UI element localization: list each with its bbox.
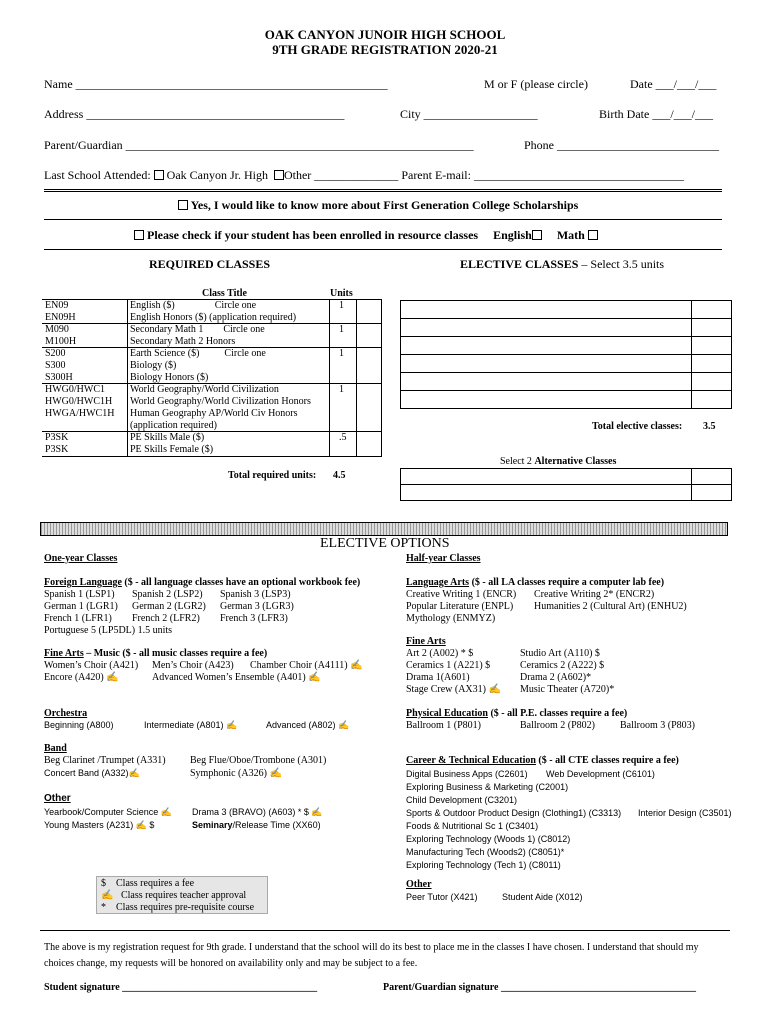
list-item: Spanish 1 (LSP1) bbox=[44, 589, 115, 600]
divider bbox=[44, 219, 722, 220]
list-item: Women’s Choir (A421) bbox=[44, 660, 139, 671]
class-title: Biology ($) bbox=[130, 360, 177, 371]
date-field[interactable]: Date ___/___/___ bbox=[630, 77, 717, 91]
music-list bbox=[44, 660, 363, 684]
pe-heading: Physical Education ($ - all P.E. classes require a fee) bbox=[406, 708, 628, 719]
list-item: Spanish 3 (LSP3) bbox=[220, 589, 291, 600]
list-item: Advanced (A802) ✍ bbox=[266, 720, 350, 730]
class-code: EN09H bbox=[45, 312, 76, 323]
foreign-language-list bbox=[44, 589, 294, 637]
legend-fee: $ Class requires a fee bbox=[101, 878, 195, 889]
list-item: Child Development (C3201) bbox=[406, 795, 518, 805]
list-item: French 2 (LFR2) bbox=[132, 613, 200, 624]
one-year-heading: One-year Classes bbox=[44, 553, 118, 564]
list-item: Stage Crew (AX31) ✍ bbox=[406, 684, 501, 695]
list-item: Foods & Nutritional Sc 1 (C3401) bbox=[406, 821, 539, 831]
orchestra-list bbox=[44, 720, 349, 731]
list-item: German 3 (LGR3) bbox=[220, 601, 294, 612]
list-item: Peer Tutor (X421) bbox=[406, 892, 478, 902]
class-code: P3SK bbox=[45, 432, 69, 443]
list-item: Exploring Technology (Woods 1) (C8012) bbox=[406, 834, 571, 844]
other-half-year-list bbox=[406, 892, 583, 902]
math-checkbox[interactable] bbox=[588, 230, 598, 240]
elective-slot[interactable] bbox=[401, 301, 692, 319]
list-item: Mythology (ENMYZ) bbox=[406, 613, 496, 624]
other-half-year-heading: Other bbox=[406, 879, 432, 890]
list-item: Humanities 2 (Cultural Art) (ENHU2) bbox=[534, 601, 687, 612]
address-field[interactable]: Address ___________________________________________ bbox=[44, 107, 345, 121]
cte-heading: Career & Technical Education ($ - all CTE classes require a fee) bbox=[406, 755, 679, 766]
first-gen-row bbox=[178, 198, 578, 213]
divider bbox=[44, 249, 722, 250]
divider bbox=[44, 189, 722, 190]
other-school-option[interactable]: Other ______________ bbox=[283, 168, 399, 182]
class-units: 1 bbox=[339, 300, 344, 311]
half-year-heading: Half-year Classes bbox=[406, 553, 481, 564]
class-title: PE Skills Female ($) bbox=[130, 444, 214, 455]
form-title: 9TH GRADE REGISTRATION 2020-21 bbox=[272, 42, 498, 57]
list-item: French 1 (LFR1) bbox=[44, 613, 112, 624]
class-code: HWG0/HWC1H bbox=[45, 396, 113, 407]
school-name: OAK CANYON JUNOIR HIGH SCHOOL bbox=[264, 27, 506, 42]
other-school-checkbox[interactable] bbox=[274, 170, 284, 180]
elective-units-slot[interactable] bbox=[692, 337, 732, 355]
list-item: Studio Art (A110) $ bbox=[520, 648, 600, 659]
class-title: (application required) bbox=[130, 420, 217, 431]
elective-slot[interactable] bbox=[401, 337, 692, 355]
section-divider-band bbox=[40, 522, 728, 536]
fine-arts-heading: Fine Arts bbox=[406, 636, 446, 647]
elective-slot[interactable] bbox=[401, 355, 692, 373]
music-heading: Fine Arts – Music ($ - all music classes require a fee) bbox=[44, 648, 268, 659]
elective-slot[interactable] bbox=[401, 373, 692, 391]
list-item: Popular Literature (ENPL) bbox=[406, 601, 514, 612]
legend-teacher-approval: ✍ Class requires teacher approval bbox=[101, 890, 247, 901]
pe-list bbox=[406, 720, 695, 731]
list-item: Creative Writing 1 (ENCR) bbox=[406, 589, 517, 600]
list-item: Interior Design (C3501) bbox=[638, 808, 732, 818]
birth-date-field[interactable]: Birth Date ___/___/___ bbox=[599, 107, 713, 121]
class-title: Secondary Math 2 Honors bbox=[130, 336, 236, 347]
total-elective-label: Total elective classes: bbox=[592, 421, 683, 432]
other-list: Yearbook/Computer Science ✍ Drama 3 (BRAVO) (A603) * $ ✍ Young Masters (A231) ✍ $ Seminary/Release Time (XX60) bbox=[44, 807, 323, 830]
list-item: Ballroom 3 (P803) bbox=[620, 720, 695, 731]
list-item: Ceramics 2 (A222) $ bbox=[520, 660, 605, 671]
band-list bbox=[44, 755, 326, 780]
legend-box bbox=[96, 876, 268, 914]
math-option: Math bbox=[556, 228, 585, 242]
resource-label: Please check if your student has been enrolled in resource classes bbox=[147, 228, 479, 242]
required-heading: REQUIRED CLASSES bbox=[149, 257, 271, 271]
divider bbox=[44, 191, 722, 192]
oak-canyon-option: Oak Canyon Jr. High bbox=[166, 168, 268, 182]
list-item: Web Development (C6101) bbox=[546, 769, 655, 779]
class-code: EN09 bbox=[45, 300, 69, 311]
name-field[interactable]: Name ____________________________________________________ bbox=[44, 77, 388, 91]
list-item: Ceramics 1 (A221) $ bbox=[406, 660, 491, 671]
class-code: P3SK bbox=[45, 444, 69, 455]
list-item: Drama 1(A601) bbox=[406, 672, 470, 683]
list-item: Intermediate (A801) ✍ bbox=[144, 720, 238, 730]
list-item: Symphonic (A326) ✍ bbox=[190, 768, 282, 779]
parent-signature-field[interactable]: Parent/Guardian signature _______________________________________ bbox=[383, 982, 696, 993]
student-signature-field[interactable]: Student signature _______________________________________ bbox=[44, 982, 318, 993]
total-required-label: Total required units: bbox=[228, 470, 317, 481]
cte-list bbox=[406, 768, 732, 872]
city-field[interactable]: City ___________________ bbox=[400, 107, 538, 121]
class-title-header: Class Title bbox=[202, 288, 247, 299]
list-item: French 3 (LFR3) bbox=[220, 613, 288, 624]
list-item: Sports & Outdoor Product Design (Clothing1) (C3313) bbox=[406, 808, 622, 818]
total-elective-value: 3.5 bbox=[703, 421, 716, 432]
class-code: HWG0/HWC1 bbox=[45, 384, 105, 395]
list-item: Music Theater (A720)* bbox=[520, 684, 615, 695]
required-table bbox=[42, 299, 382, 457]
list-item: Encore (A420) ✍ bbox=[44, 672, 119, 683]
list-item: Men’s Choir (A423) bbox=[152, 660, 234, 671]
elective-heading: ELECTIVE CLASSES – Select 3.5 units bbox=[460, 257, 665, 271]
list-item: Manufacturing Tech (Woods2) (C8051)* bbox=[406, 847, 565, 857]
elective-options-heading: ELECTIVE OPTIONS bbox=[320, 536, 450, 551]
sex-field[interactable]: M or F (please circle) bbox=[484, 77, 588, 91]
list-item: Spanish 2 (LSP2) bbox=[132, 589, 203, 600]
class-code: M100H bbox=[45, 336, 77, 347]
parent-email-field[interactable]: Parent E-mail: ___________________________________ bbox=[401, 168, 684, 182]
list-item: German 2 (LGR2) bbox=[132, 601, 206, 612]
list-item: Portuguese 5 (LP5DL) 1.5 units bbox=[44, 625, 173, 636]
class-units: 1 bbox=[339, 324, 344, 335]
last-school-label: Last School Attended: bbox=[44, 168, 151, 182]
list-item: Yearbook/Computer Science ✍ bbox=[44, 807, 172, 817]
class-code: M090 bbox=[45, 324, 69, 335]
language-arts-heading: Language Arts ($ - all LA classes require a computer lab fee) bbox=[406, 577, 665, 588]
alternative-heading: Select 2 Alternative Classes bbox=[500, 456, 617, 467]
list-item: Exploring Business & Marketing (C2001) bbox=[406, 782, 569, 792]
list-item: Drama 2 (A602)* bbox=[520, 672, 592, 683]
list-item: Beg Flue/Oboe/Trombone (A301) bbox=[190, 755, 327, 766]
class-code: S300H bbox=[45, 372, 73, 383]
list-item: Beginning (A800) bbox=[44, 720, 114, 730]
list-item: Art 2 (A002) * $ bbox=[406, 648, 474, 659]
class-title: Earth Science ($) Circle one bbox=[130, 348, 266, 359]
list-item: Creative Writing 2* (ENCR2) bbox=[534, 589, 655, 600]
class-title: Biology Honors ($) bbox=[130, 372, 209, 383]
last-school-row bbox=[44, 168, 684, 183]
list-item: Chamber Choir (A4111) ✍ bbox=[250, 660, 363, 671]
elective-units-slot[interactable] bbox=[692, 373, 732, 391]
elective-slot[interactable] bbox=[401, 319, 692, 337]
list-item: Young Masters (A231) ✍ $ bbox=[44, 820, 155, 830]
list-item: Ballroom 2 (P802) bbox=[520, 720, 595, 731]
alternative-units-slot[interactable] bbox=[692, 485, 732, 501]
class-title: Human Geography AP/World Civ Honors bbox=[130, 408, 298, 419]
first-gen-checkbox[interactable] bbox=[178, 200, 188, 210]
elective-slot[interactable] bbox=[401, 391, 692, 409]
total-required-value: 4.5 bbox=[333, 470, 346, 481]
class-title: World Geography/World Civilization Honors bbox=[130, 396, 311, 407]
orchestra-heading: Orchestra bbox=[44, 708, 88, 719]
class-units: .5 bbox=[339, 432, 347, 443]
english-checkbox[interactable] bbox=[532, 230, 542, 240]
phone-field[interactable]: Phone ___________________________ bbox=[524, 138, 719, 152]
class-units: 1 bbox=[339, 384, 344, 395]
list-item: Digital Business Apps (C2601) bbox=[406, 769, 528, 779]
other-heading: Other bbox=[44, 793, 71, 804]
class-code: HWGA/HWC1H bbox=[45, 408, 115, 419]
elective-units-slot[interactable] bbox=[692, 391, 732, 409]
class-units: 1 bbox=[339, 348, 344, 359]
alternative-slot[interactable] bbox=[401, 469, 692, 485]
list-item: Advanced Women’s Ensemble (A401) ✍ bbox=[152, 672, 321, 683]
elective-units-slot[interactable] bbox=[692, 301, 732, 319]
resource-checkbox[interactable] bbox=[134, 230, 144, 240]
fine-arts-list bbox=[406, 648, 614, 696]
band-heading: Band bbox=[44, 743, 67, 754]
list-item: Student Aide (X012) bbox=[502, 892, 583, 902]
registration-statement: The above is my registration request for 9th grade. I understand that the school will do its best to place me in the classes I have chosen. I understand that should my choices change, my requests will be honored on availability only and may be subject to a fee. bbox=[44, 942, 699, 969]
language-arts-list bbox=[406, 589, 687, 625]
elective-units-slot[interactable] bbox=[692, 355, 732, 373]
foreign-language-heading: Foreign Language ($ - all language classes have an optional workbook fee) bbox=[44, 577, 361, 588]
list-item: Concert Band (A332)✍ bbox=[44, 768, 140, 778]
class-title: PE Skills Male ($) bbox=[130, 432, 205, 443]
class-title: English ($) Circle one bbox=[130, 300, 257, 311]
english-option: English bbox=[493, 228, 532, 242]
class-code: S200 bbox=[45, 348, 66, 359]
list-item: Drama 3 (BRAVO) (A603) * $ ✍ bbox=[192, 807, 323, 817]
elective-units-slot[interactable] bbox=[692, 319, 732, 337]
oak-canyon-checkbox[interactable] bbox=[154, 170, 164, 180]
first-gen-label: Yes, I would like to know more about First Generation College Scholarships bbox=[190, 198, 579, 212]
list-item: Exploring Technology (Tech 1) (C8011) bbox=[406, 860, 561, 870]
elective-table bbox=[400, 300, 732, 409]
list-item: Ballroom 1 (P801) bbox=[406, 720, 481, 731]
list-item: German 1 (LGR1) bbox=[44, 601, 118, 612]
alternative-units-slot[interactable] bbox=[692, 469, 732, 485]
alternative-table bbox=[400, 468, 732, 501]
units-header: Units bbox=[330, 288, 353, 299]
class-title: English Honors ($) (application required) bbox=[130, 312, 297, 323]
alternative-slot[interactable] bbox=[401, 485, 692, 501]
legend-prerequisite: * Class requires pre-requisite course bbox=[101, 902, 255, 913]
class-title: Secondary Math 1 Circle one bbox=[130, 324, 265, 335]
class-code: S300 bbox=[45, 360, 66, 371]
class-title: World Geography/World Civilization bbox=[130, 384, 279, 395]
list-item: Beg Clarinet /Trumpet (A331) bbox=[44, 755, 166, 766]
list-item: Seminary bbox=[192, 820, 233, 830]
divider bbox=[40, 930, 730, 931]
parent-field[interactable]: Parent/Guardian __________________________________________________________ bbox=[44, 138, 474, 152]
resource-row bbox=[134, 228, 598, 243]
